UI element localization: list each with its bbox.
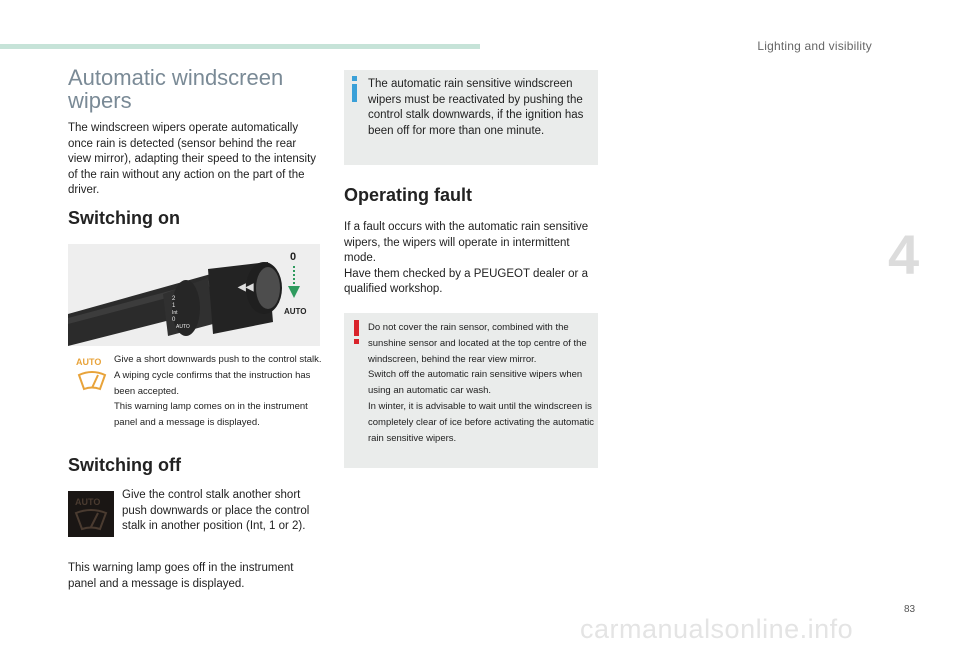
- svg-text:◀◀: ◀◀: [238, 282, 254, 293]
- page-number: 83: [904, 604, 916, 615]
- auto-wiper-off-icon: [68, 491, 114, 537]
- info-icon: [351, 76, 359, 102]
- operating-fault-line: If a fault occurs with the automatic rain sensitive wipers, the wipers will operate in intermittent mode.: [344, 221, 589, 264]
- operating-fault-heading: Operating fault: [344, 185, 473, 205]
- warning-note-line: In winter, it is advisable to wait until the windscreen is completely clear of ice before activating the automatic rain sensitive wipers.: [368, 400, 595, 444]
- chapter-number: 4: [888, 223, 920, 286]
- svg-text:0: 0: [172, 317, 176, 323]
- auto-wiper-icon: [76, 355, 108, 395]
- auto-wiper-warning-icon: [76, 355, 108, 395]
- exclamation-icon: [353, 320, 361, 344]
- auto-position-indicator: [282, 248, 312, 320]
- operating-fault-line: Have them checked by a PEUGEOT dealer or a qualified workshop.: [344, 267, 588, 295]
- svg-text:AUTO: AUTO: [76, 357, 102, 367]
- page-title: Automatic windscreen wipers: [68, 65, 284, 113]
- switching-on-instructions: [114, 352, 326, 431]
- switching-on-line: This warning lamp comes on in the instrument panel and a message is displayed.: [114, 401, 308, 429]
- switching-off-bottom-text: This warning lamp goes off in the instrument panel and a message is displayed.: [68, 562, 294, 590]
- operating-fault-text: [344, 220, 599, 298]
- svg-text:2: 2: [172, 296, 176, 302]
- switching-on-line: A wiping cycle confirms that the instruction has been accepted.: [114, 369, 311, 397]
- warning-note-line: Switch off the automatic rain sensitive wipers when using an automatic car wash.: [368, 369, 583, 397]
- switching-off-heading: Switching off: [68, 455, 181, 475]
- svg-text:Int: Int: [172, 310, 178, 316]
- svg-text:AUTO: AUTO: [176, 324, 190, 330]
- warning-note-text: [368, 320, 596, 446]
- svg-text:0: 0: [290, 251, 297, 263]
- svg-text:AUTO: AUTO: [75, 497, 101, 507]
- switching-on-heading: Switching on: [68, 208, 180, 228]
- watermark: carmanualsonline.info: [580, 614, 854, 644]
- section-header: Lighting and visibility: [757, 39, 872, 53]
- info-note-text: The automatic rain sensitive windscreen wipers must be reactivated by pushing the control stalk downwards, if the ignition has been off for more than one minute.: [368, 78, 584, 137]
- intro-paragraph: The windscreen wipers operate automatically once rain is detected (sensor behind the rear view mirror), adapting their speed to the intensity of the rain without any action on the part of the driver.: [68, 122, 317, 196]
- svg-text:AUTO: AUTO: [284, 307, 307, 316]
- warning-note-line: Do not cover the rain sensor, combined with the sunshine sensor and located at the top centre of the windscreen, behind the rear view mirror.: [368, 322, 587, 365]
- down-arrow-icon: [282, 248, 312, 320]
- auto-wiper-off-lamp: [68, 491, 114, 537]
- header-accent-bar: [0, 44, 480, 49]
- svg-text:1: 1: [172, 303, 176, 309]
- switching-on-line: Give a short downwards push to the control stalk.: [114, 354, 322, 365]
- switching-off-text: Give the control stalk another short push downwards or place the control stalk in another position (Int, 1 or 2).: [122, 489, 310, 532]
